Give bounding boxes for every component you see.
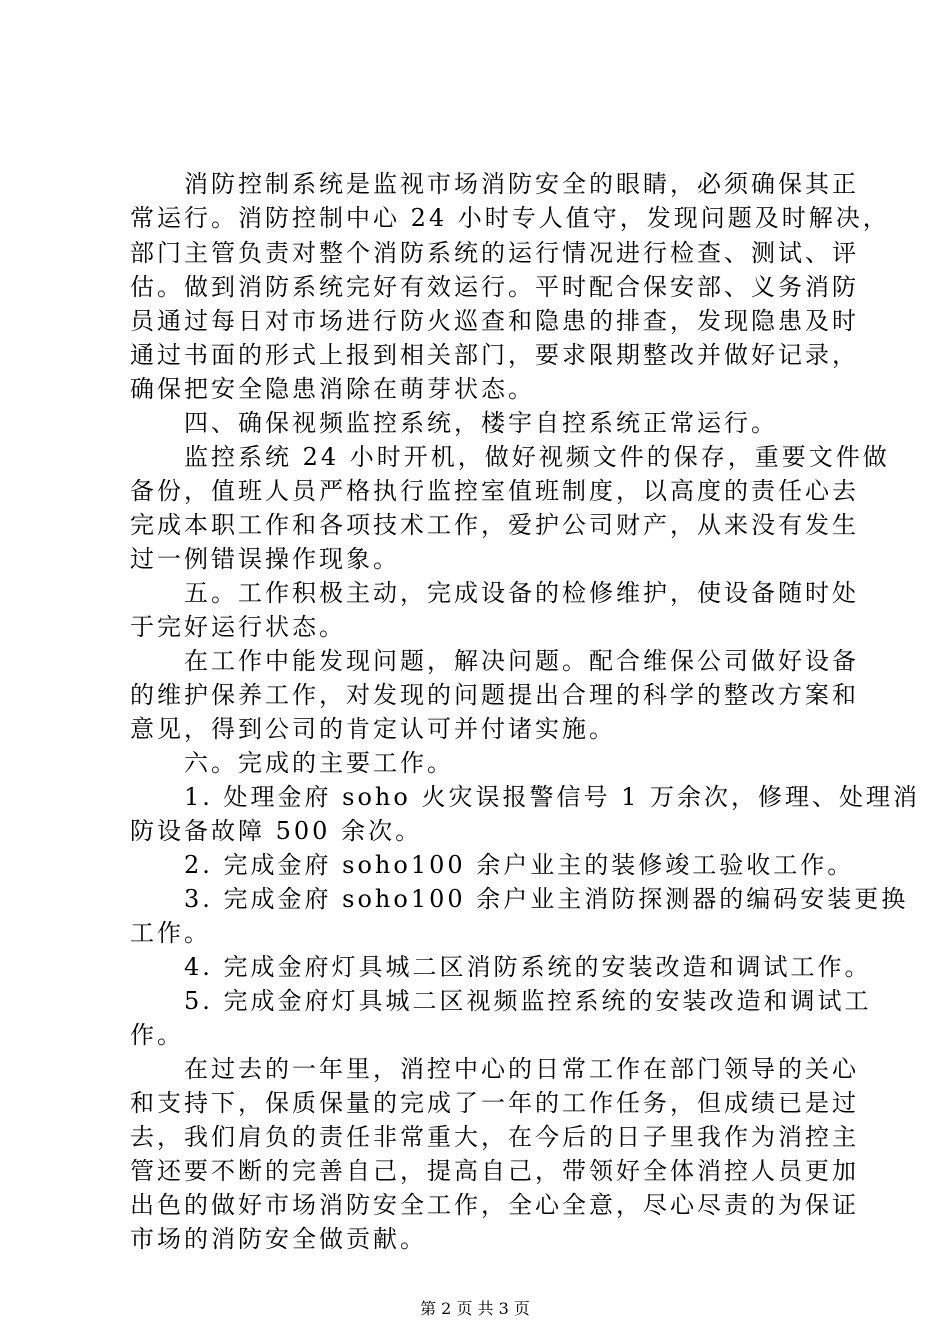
body-text-line: 管还要不断的完善自己，提高自己，带领好全体消控人员更加 xyxy=(130,1157,859,1185)
body-text-line: 去，我们肩负的责任非常重大，在今后的日子里我作为消控主 xyxy=(130,1123,859,1151)
body-text-line: 市场的消防安全做贡献。 xyxy=(130,1225,427,1253)
body-text-line: 员通过每日对市场进行防火巡查和隐患的排查，发现隐患及时 xyxy=(130,307,859,335)
list-item: 1. 处理金府 soho 火灾误报警信号 1 万余次，修理、处理消 xyxy=(130,783,920,811)
body-text-line: 监控系统 24 小时开机，做好视频文件的保存，重要文件做 xyxy=(130,443,890,471)
body-text-line: 确保把安全隐患消除在萌芽状态。 xyxy=(130,375,535,403)
section-heading: 六。完成的主要工作。 xyxy=(130,749,454,777)
section-heading: 于完好运行状态。 xyxy=(130,613,346,641)
list-item: 防设备故障 500 余次。 xyxy=(130,817,423,845)
section-heading: 五。工作积极主动，完成设备的检修维护，使设备随时处 xyxy=(130,579,859,607)
list-item: 3. 完成金府 soho100 余户业主消防探测器的编码安装更换 xyxy=(130,885,909,913)
list-item: 4. 完成金府灯具城二区消防系统的安装改造和调试工作。 xyxy=(130,953,872,981)
body-text-line: 在过去的一年里，消控中心的日常工作在部门领导的关心 xyxy=(130,1055,859,1083)
body-text-line: 过一例错误操作现象。 xyxy=(130,545,400,573)
body-text-line: 的维护保养工作，对发现的问题提出合理的科学的整改方案和 xyxy=(130,681,859,709)
body-text-line: 通过书面的形式上报到相关部门，要求限期整改并做好记录， xyxy=(130,341,859,369)
list-item: 5. 完成金府灯具城二区视频监控系统的安装改造和调试工 xyxy=(130,987,872,1015)
body-text-line: 备份，值班人员严格执行监控室值班制度，以高度的责任心去 xyxy=(130,477,859,505)
page-number-footer: 第 2 页 共 3 页 xyxy=(420,1299,530,1318)
body-text-line: 在工作中能发现问题，解决问题。配合维保公司做好设备 xyxy=(130,647,859,675)
body-text-line: 意见，得到公司的肯定认可并付诸实施。 xyxy=(130,715,616,743)
body-text-line: 完成本职工作和各项技术工作，爱护公司财产，从来没有发生 xyxy=(130,511,859,539)
body-text-line: 常运行。消防控制中心 24 小时专人值守，发现问题及时解决， xyxy=(130,204,890,232)
body-text-line: 消防控制系统是监视市场消防安全的眼睛，必须确保其正 xyxy=(130,170,859,198)
body-text-line: 估。做到消防系统完好有效运行。平时配合保安部、义务消防 xyxy=(130,273,859,301)
body-text-line: 部门主管负责对整个消防系统的运行情况进行检查、测试、评 xyxy=(130,239,859,267)
list-item: 作。 xyxy=(130,1021,184,1049)
section-heading: 四、确保视频监控系统，楼宇自控系统正常运行。 xyxy=(130,409,778,437)
list-item: 2. 完成金府 soho100 余户业主的装修竣工验收工作。 xyxy=(130,851,855,879)
body-text-line: 和支持下，保质保量的完成了一年的工作任务，但成绩已是过 xyxy=(130,1089,859,1117)
body-text-line: 出色的做好市场消防安全工作，全心全意，尽心尽责的为保证 xyxy=(130,1191,859,1219)
list-item: 工作。 xyxy=(130,919,211,947)
